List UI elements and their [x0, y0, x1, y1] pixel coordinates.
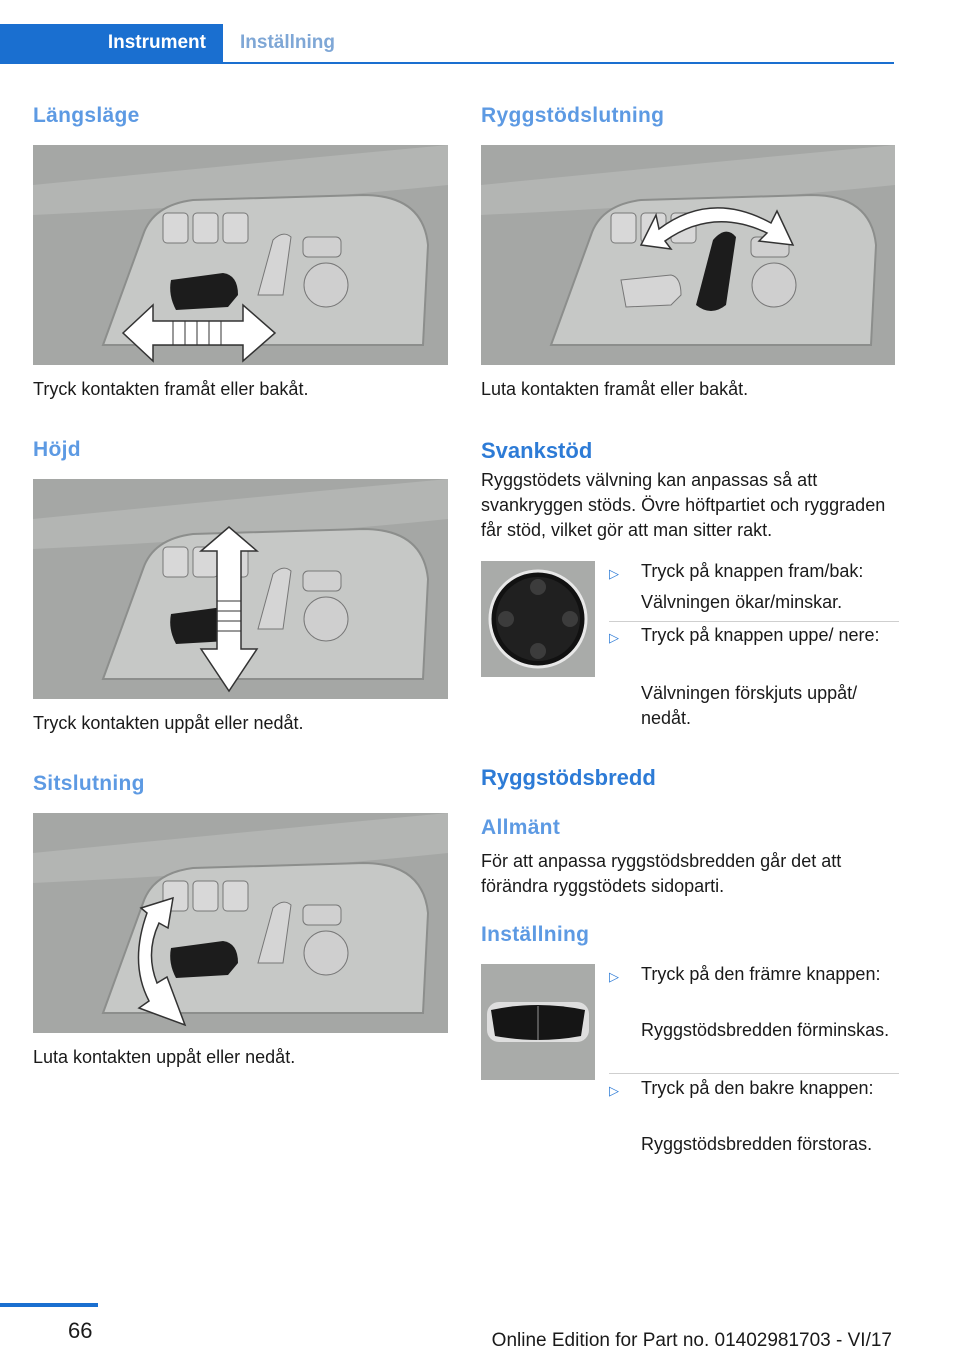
footer-edition: Online Edition for Part no. 01402981703 - VI/17 [491, 1330, 892, 1351]
list-item-result: Välvningen ökar/minskar. [641, 592, 843, 612]
triangle-bullet-icon: ▷ [609, 566, 619, 581]
caption-hojd: Tryck kontakten uppåt eller nedåt. [33, 713, 304, 733]
paragraph-allmant: För att anpassa ryggstödsbredden går det att förändra ryggstödets sidoparti. [481, 851, 842, 896]
list-item: Tryck på den främre knappen: [641, 964, 881, 984]
triangle-bullet-icon: ▷ [609, 1083, 619, 1098]
seat-control-photo-backrest [481, 145, 895, 365]
tab-instrument[interactable]: Instrument [0, 24, 223, 62]
caption-ryggstodslutning: Luta kontakten framåt eller bakåt. [481, 379, 749, 399]
heading-langslage: Längsläge [33, 104, 140, 127]
list-item-result: Ryggstödsbredden förstoras. [641, 1134, 873, 1154]
triangle-bullet-icon: ▷ [609, 630, 619, 645]
list-item: Tryck på knappen uppe/ nere: [641, 625, 880, 645]
heading-sitslutning: Sitslutning [33, 772, 145, 795]
heading-svankstod: Svankstöd [481, 438, 593, 463]
list-item-result: Ryggstödsbredden förminskas. [641, 1020, 890, 1040]
list-item-result: Välvningen förskjuts uppåt/ nedåt. [641, 683, 858, 728]
heading-ryggstodsbredd: Ryggstödsbredd [481, 765, 656, 790]
caption-langslage: Tryck kontakten framåt eller bakåt. [33, 379, 309, 399]
page-number-bar [0, 1303, 98, 1307]
heading-allmant: Allmänt [481, 816, 561, 839]
caption-sitslutning: Luta kontakten uppåt eller nedåt. [33, 1047, 296, 1067]
list-installning [609, 962, 899, 1182]
divider [609, 1073, 899, 1074]
heading-ryggstodslutning: Ryggstödslutning [481, 104, 665, 127]
lumbar-button-photo [481, 561, 595, 677]
width-button-photo [481, 964, 595, 1080]
page-number: 66 [68, 1318, 93, 1343]
seat-control-photo-tilt [33, 813, 448, 1033]
seat-control-photo-longitudinal [33, 145, 448, 365]
divider [609, 621, 899, 622]
triangle-bullet-icon: ▷ [609, 969, 619, 984]
list-svankstod [609, 559, 899, 739]
list-item: Tryck på knappen fram/bak: [641, 561, 864, 581]
paragraph-svankstod: Ryggstödets välvning kan anpassas så att svankryggen stöds. Övre höftpartiet och ryggraden får stöd, vilket gör att man sitter rakt. [481, 470, 886, 540]
list-item: Tryck på den bakre knappen: [641, 1078, 874, 1098]
tab-installning[interactable]: Inställning [240, 32, 335, 53]
tab-bar [0, 24, 894, 64]
heading-installning: Inställning [481, 923, 590, 946]
heading-hojd: Höjd [33, 438, 81, 461]
seat-control-photo-height [33, 479, 448, 699]
